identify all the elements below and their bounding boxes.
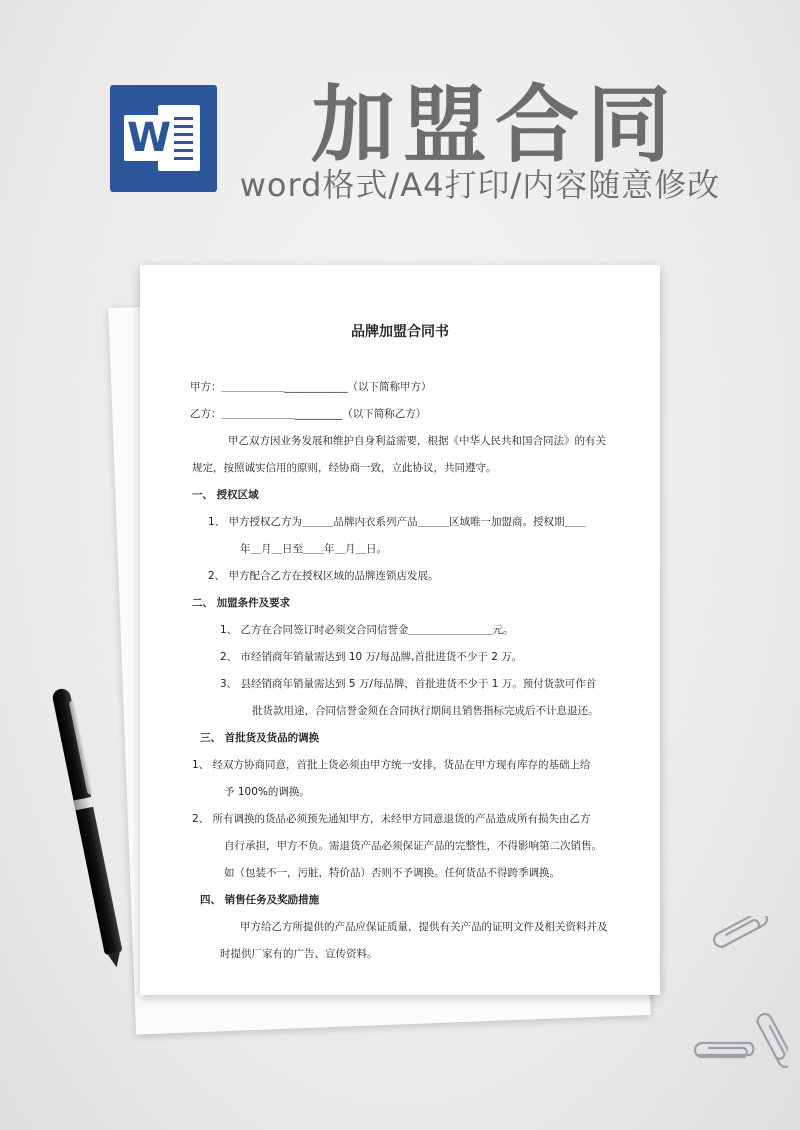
document-body bbox=[140, 265, 660, 995]
party-b-line: 乙方：＿＿＿＿＿＿＿_________（以下简称乙方） bbox=[190, 408, 427, 420]
clause-line: 1、 经双方协商同意，首批上货必须由甲方统一安排，货品在甲方现有库存的基础上给 bbox=[192, 759, 591, 771]
word-logo-letter: W bbox=[124, 115, 174, 161]
clause-line: 年＿月＿日至＿＿年＿月＿日。 bbox=[240, 543, 387, 555]
party-a-line: 甲方：＿＿＿＿＿＿____________（以下简称甲方） bbox=[190, 381, 432, 393]
clause-line: 1、 甲方授权乙方为＿＿＿品牌内衣系列产品＿＿＿区域唯一加盟商。授权期＿＿ bbox=[208, 516, 586, 528]
clause-line: 批货款用途，合同信誉金须在合同执行期间且销售指标完成后不计息退还。 bbox=[252, 705, 599, 717]
clause-line: 2、 市经销商年销量需达到 10 万/每品牌,首批进货不少于 2 万。 bbox=[220, 651, 523, 663]
banner-subtitle: word格式/A4打印/内容随意修改 bbox=[239, 166, 721, 204]
clause-line: 3、 县经销商年销量需达到 5 万/每品牌，首批进货不少于 1 万。预付货款可作首 bbox=[220, 678, 597, 690]
pen-icon bbox=[51, 687, 122, 955]
clause-line: 2、 所有调换的货品必须预先通知甲方，未经甲方同意退货的产品造成所有损失由乙方 bbox=[192, 813, 591, 825]
clause-line: 自行承担，甲方不负。需退货产品必须保证产品的完整性，不得影响第二次销售。 bbox=[224, 840, 602, 852]
paragraph-line: 甲乙双方因业务发展和维护自身利益需要，根据《中华人民共和国合同法》的有关 bbox=[228, 435, 606, 447]
section-heading-3: 三、 首批货及货品的调换 bbox=[200, 732, 320, 744]
paragraph-line: 时提供厂家有的广告、宣传资料。 bbox=[220, 948, 378, 960]
paperclip-icon bbox=[748, 1002, 788, 1082]
section-heading-1: 一、 授权区域 bbox=[192, 489, 259, 501]
paperclip-icon bbox=[708, 916, 778, 956]
section-heading-2: 二、 加盟条件及要求 bbox=[192, 597, 291, 609]
document-title: 品牌加盟合同书 bbox=[351, 324, 449, 340]
clause-line: 予 100%的调换。 bbox=[224, 786, 310, 798]
paragraph-line: 甲方给乙方所提供的产品应保证质量，提供有关产品的证明文件及相关资料并及 bbox=[240, 921, 608, 933]
document-page bbox=[140, 265, 660, 995]
clause-line: 如（包装不一，污脏，特价品）否则不予调换。任何货品不得跨季调换。 bbox=[224, 867, 560, 879]
banner-title: 加盟合同 bbox=[310, 76, 679, 174]
paragraph-line: 规定，按照诚实信用的原则，经协商一致，立此协议，共同遵守。 bbox=[192, 462, 497, 474]
clause-line: 2、 甲方配合乙方在授权区域的品牌连锁店发展。 bbox=[208, 570, 439, 582]
clause-line: 1、 乙方在合同签订时必须交合同信誉金＿＿＿＿＿＿＿＿元。 bbox=[220, 624, 514, 636]
word-logo-icon bbox=[110, 85, 217, 192]
section-heading-4: 四、 销售任务及奖励措施 bbox=[200, 894, 320, 906]
